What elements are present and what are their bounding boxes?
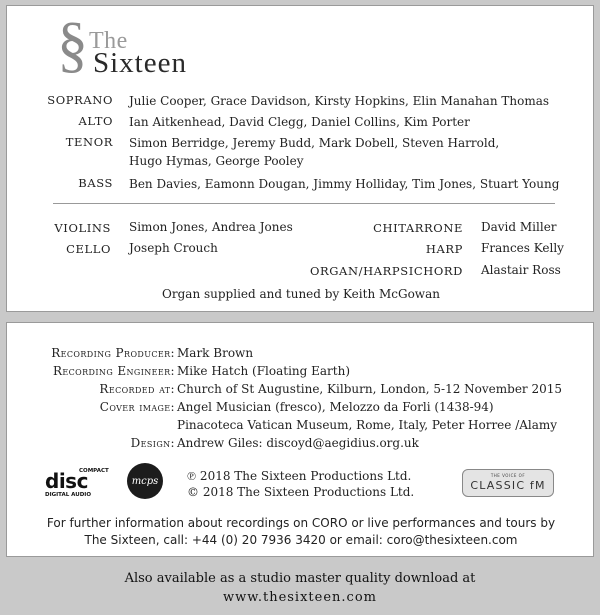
instrument-players: David Miller	[481, 220, 557, 234]
voice-label: TENOR	[65, 135, 113, 149]
download-note	[0, 569, 600, 607]
compact-disc-logo	[43, 465, 109, 498]
credit-value: Pinacoteca Vatican Museum, Rome, Italy, Peter Horree /Alamy	[177, 418, 558, 432]
credit-value: Church of St Augustine, Kilburn, London, 5-12 November 2015	[177, 382, 563, 396]
further-info	[17, 515, 585, 549]
names-line: Simon Berridge, Jeremy Budd, Mark Dobell, Steven Harrold,	[129, 136, 500, 150]
voice-label: SOPRANO	[47, 93, 113, 107]
instrument-label: HARP	[425, 242, 463, 256]
voice-names	[129, 134, 569, 170]
section-mark-icon: §	[57, 11, 88, 79]
classic-big-text: CLASSIC fM	[470, 479, 546, 492]
voice-label: ALTO	[78, 114, 113, 128]
credit-value: Angel Musician (fresco), Melozzo da Forli (1438-94)	[177, 400, 494, 414]
organ-note: Organ supplied and tuned by Keith McGowan	[162, 287, 440, 301]
divider	[53, 203, 555, 204]
voice-names	[129, 113, 569, 131]
voice-names	[129, 92, 569, 110]
phonogram-copyright: ℗ 2018 The Sixteen Productions Ltd.	[187, 469, 412, 483]
names-line: Ian Aitkenhead, David Clegg, Daniel Collins, Kim Porter	[129, 115, 470, 129]
credits-panel	[6, 322, 594, 557]
names-line: Julie Cooper, Grace Davidson, Kirsty Hopkins, Elin Manahan Thomas	[129, 94, 550, 108]
personnel-panel	[6, 5, 594, 312]
cd-main-text: disc	[45, 469, 88, 493]
mcps-logo	[127, 463, 163, 499]
copyright: © 2018 The Sixteen Productions Ltd.	[187, 485, 415, 499]
info-line: For further information about recordings on CORO or live performances and tours by	[46, 516, 556, 530]
logo-sixteen: Sixteen	[93, 47, 187, 79]
credit-value: Mark Brown	[177, 346, 254, 360]
instrument-label: CHITARRONE	[373, 221, 463, 235]
voice-label: BASS	[78, 176, 113, 190]
the-sixteen-logo	[53, 11, 253, 92]
voice-names	[129, 175, 569, 193]
instrument-players: Joseph Crouch	[129, 241, 218, 255]
credit-label: Design:	[130, 436, 175, 450]
classic-small-text: THE VOICE OF	[490, 473, 526, 478]
credit-label: Cover image:	[99, 400, 175, 414]
instrument-players: Simon Jones, Andrea Jones	[129, 220, 293, 234]
instrument-label: ORGAN/HARPSICHORD	[309, 264, 463, 278]
credit-label: Recording Producer:	[51, 346, 175, 360]
credit-value: Andrew Giles: discoyd@aegidius.org.uk	[177, 436, 419, 450]
download-line: Also available as a studio master quality download at	[124, 571, 476, 586]
instrument-players: Frances Kelly	[481, 241, 564, 255]
info-line: The Sixteen, call: +44 (0) 20 7936 3420 or email: coro@thesixteen.com	[84, 533, 518, 547]
names-line: Ben Davies, Eamonn Dougan, Jimmy Holliday, Tim Jones, Stuart Young	[129, 177, 560, 191]
names-line: Hugo Hymas, George Pooley	[129, 154, 304, 168]
mcps-text: mcps	[131, 475, 159, 487]
instrument-label: VIOLINS	[54, 221, 111, 235]
credit-label: Recorded at:	[99, 382, 175, 396]
cd-top-text: COMPACT	[79, 468, 109, 474]
cd-bottom-text: DIGITAL AUDIO	[45, 492, 92, 498]
classic-fm-logo	[462, 469, 554, 497]
credit-value: Mike Hatch (Floating Earth)	[177, 364, 351, 378]
instrument-players: Alastair Ross	[481, 263, 561, 277]
website-url[interactable]: www.thesixteen.com	[223, 590, 377, 605]
credit-label: Recording Engineer:	[52, 364, 175, 378]
instrument-label: CELLO	[66, 242, 111, 256]
logo-the: The	[89, 28, 128, 54]
